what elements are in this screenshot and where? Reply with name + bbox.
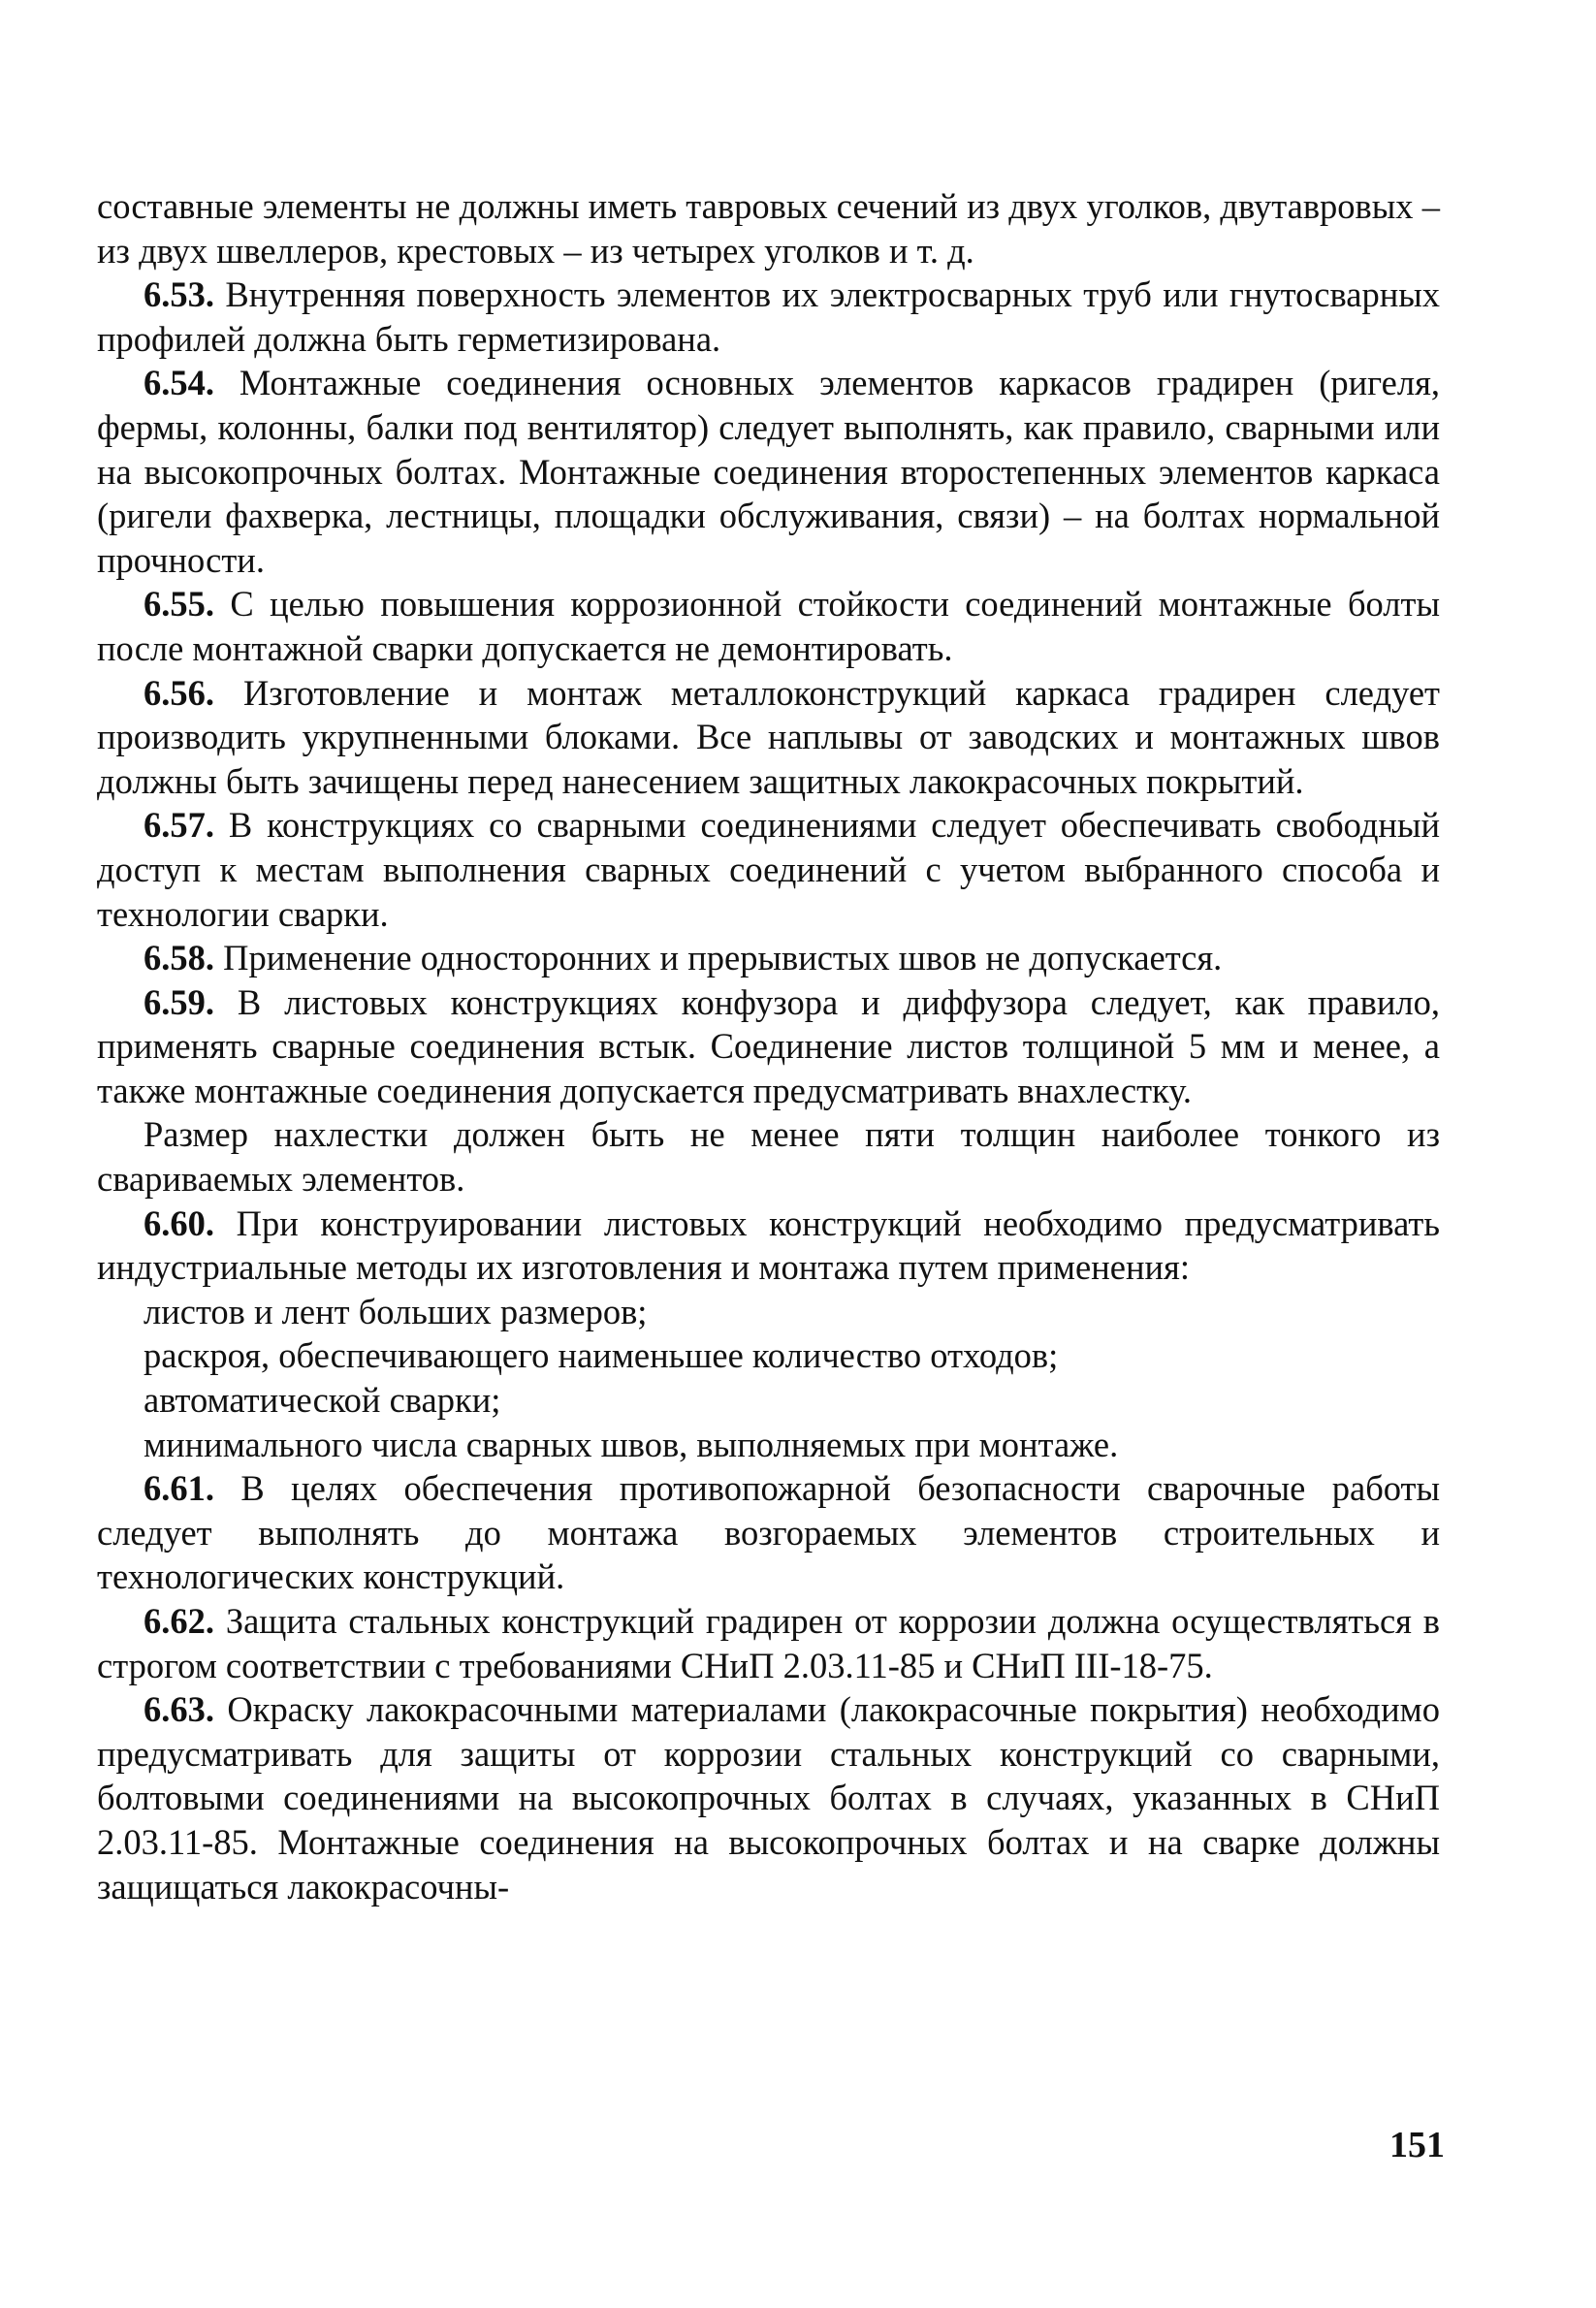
paragraph-text: При конструировании листовых конструкций необходимо предусматривать индустриальные методы их изготовления и монтажа путем применения:: [97, 1202, 1440, 1288]
section-number: 6.57.: [144, 805, 214, 846]
paragraph-6-58: [97, 936, 1440, 980]
paragraph-text: Монтажные соединения основных элементов каркасов градирен (ригеля, фермы, колонны, балки под вентилятор) следует выполнять, как правило, сварными или на высокопрочных болтах. Монтажные соединения второстепенных элементов каркаса (ригели фахверка, лестницы, площадки обслуживания, связи) – на болтах нормальной прочности.: [97, 363, 1440, 580]
list-item: раскроя, обеспечивающего наименьшее количество отходов;: [144, 1335, 1059, 1376]
section-number: 6.55.: [144, 584, 214, 625]
list-item: листов и лент больших размеров;: [144, 1291, 648, 1331]
list-item: минимального числа сварных швов, выполняемых при монтаже.: [144, 1424, 1119, 1464]
section-number: 6.60.: [144, 1202, 214, 1243]
paragraph-text: Внутренняя поверхность элементов их электросварных труб или гнутосварных профилей должна быть герметизирована.: [97, 274, 1441, 359]
section-number: 6.63.: [144, 1689, 214, 1730]
section-number: 6.59.: [144, 981, 214, 1022]
paragraph-text: составные элементы не должны иметь тавровых сечений из двух уголков, двутавровых – из двух швеллеров, крестовых – из четырех уголков и т. д.: [97, 186, 1440, 271]
paragraph-continuation: [97, 184, 1440, 272]
paragraph-6-60: [97, 1202, 1440, 1290]
paragraph-6-59-overlap: [97, 1112, 1440, 1201]
paragraph-6-61: [97, 1466, 1440, 1599]
paragraph-6-62: [97, 1599, 1440, 1687]
paragraph-6-56: [97, 671, 1440, 804]
paragraph-text: Окраску лакокрасочными материалами (лакокрасочные покрытия) необходимо предусматривать для защиты от коррозии стальных конструкций со сварными, болтовыми соединениями на высокопрочных болтах в случаях, указанных в СНиП 2.03.11-85. Монтажные соединения на высокопрочных болтах и на сварке должны защищаться лакокрасочны-: [97, 1689, 1440, 1907]
section-number: 6.61.: [144, 1468, 214, 1509]
paragraph-6-63: [97, 1687, 1440, 1908]
paragraph-text: В целях обеспечения противопожарной безопасности сварочные работы следует выполнять до монтажа возгораемых элементов строительных и технологических конструкций.: [97, 1468, 1441, 1597]
paragraph-text: Изготовление и монтаж металлоконструкций каркаса градирен следует производить укрупненными блоками. Все наплывы от заводских и монтажных швов должны быть зачищены перед нанесением защитных лакокрасочных покрытий.: [97, 672, 1440, 801]
paragraph-text: Размер нахлестки должен быть не менее пяти толщин наиболее тонкого из свариваемых элементов.: [97, 1114, 1440, 1200]
section-number: 6.62.: [144, 1601, 214, 1641]
paragraph-text: Защита стальных конструкций градирен от коррозии должна осуществляться в строгом соответствии с требованиями СНиП 2.03.11-85 и СНиП III-18-75.: [97, 1601, 1441, 1685]
paragraph-text: В листовых конструкциях конфузора и диффузора следует, как правило, применять сварные соединения встык. Соединение листов толщиной 5 мм и менее, а также монтажные соединения допускается предусматривать внахлестку.: [97, 981, 1440, 1110]
list-item: автоматической сварки;: [144, 1380, 501, 1421]
paragraph-text: Применение односторонних и прерывистых швов не допускается.: [223, 938, 1223, 978]
body-text: [97, 184, 1440, 1908]
paragraph-6-55: [97, 582, 1440, 670]
section-number: 6.56.: [144, 672, 214, 713]
paragraph-6-57: [97, 803, 1440, 936]
paragraph-text: С целью повышения коррозионной стойкости соединений монтажные болты после монтажной сварки допускается не демонтировать.: [97, 584, 1440, 668]
page-number: 151: [1389, 2125, 1445, 2165]
paragraph-text: В конструкциях со сварными соединениями следует обеспечивать свободный доступ к местам выполнения сварных соединений с учетом выбранного способа и технологии сварки.: [97, 805, 1440, 934]
section-number: 6.58.: [144, 938, 214, 978]
section-number: 6.54.: [144, 363, 214, 403]
paragraph-6-53: [97, 272, 1440, 361]
paragraph-6-54: [97, 361, 1440, 582]
paragraph-6-59: [97, 980, 1440, 1113]
section-number: 6.53.: [144, 274, 214, 315]
